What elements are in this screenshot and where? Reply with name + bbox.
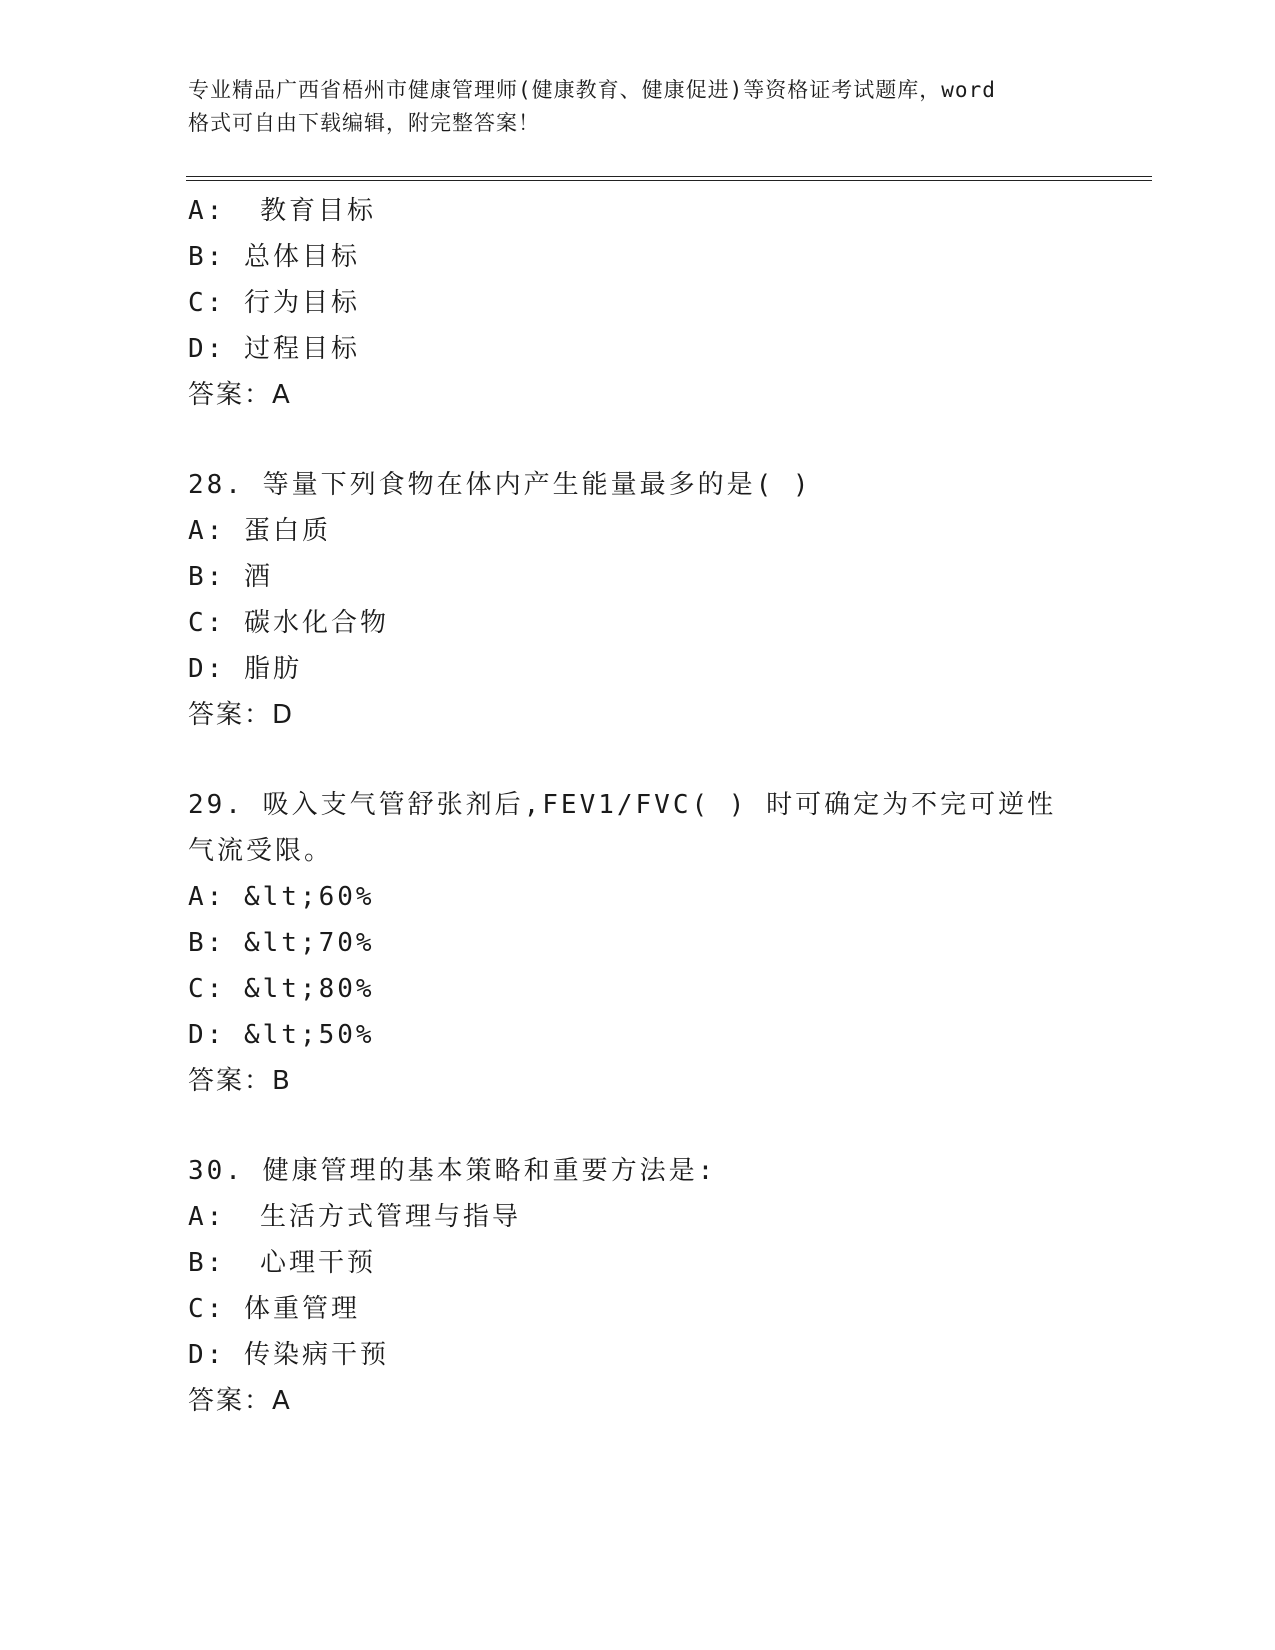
option-c: C: 体重管理 <box>188 1294 360 1324</box>
option-c: C: &lt;80% <box>188 974 375 1004</box>
question-title-line-1: 29. 吸入支气管舒张剂后,FEV1/FVC( ) 时可确定为不完可逆性 <box>188 790 1057 820</box>
option-a: A: 教育目标 <box>188 196 376 226</box>
option-c: C: 碳水化合物 <box>188 608 389 638</box>
option-c: C: 行为目标 <box>188 288 360 318</box>
answer-label: 答案：A <box>188 380 292 410</box>
option-d: D: &lt;50% <box>188 1020 375 1050</box>
document-header <box>188 74 1088 140</box>
header-rule-top <box>186 176 1152 177</box>
question-title: 30. 健康管理的基本策略和重要方法是: <box>188 1156 717 1186</box>
header-line-2: 格式可自由下载编辑，附完整答案！ <box>188 111 540 135</box>
option-b: B: 心理干预 <box>188 1248 376 1278</box>
question-29 <box>188 782 1148 1104</box>
question-list <box>188 188 1148 1424</box>
header-rule-bottom <box>186 180 1152 181</box>
option-a: A: &lt;60% <box>188 882 375 912</box>
question-block-continued <box>188 188 1148 418</box>
option-a: A: 蛋白质 <box>188 516 331 546</box>
answer-label: 答案：A <box>188 1386 292 1416</box>
option-d: D: 脂肪 <box>188 654 302 684</box>
option-a: A: 生活方式管理与指导 <box>188 1202 521 1232</box>
option-b: B: 酒 <box>188 562 273 592</box>
header-line-1: 专业精品广西省梧州市健康管理师(健康教育、健康促进)等资格证考试题库，word <box>188 78 996 102</box>
question-title-line-2: 气流受限。 <box>188 836 334 866</box>
option-d: D: 过程目标 <box>188 334 360 364</box>
option-d: D: 传染病干预 <box>188 1340 389 1370</box>
question-28 <box>188 462 1148 738</box>
question-title: 28. 等量下列食物在体内产生能量最多的是( ) <box>188 470 812 500</box>
answer-label: 答案：B <box>188 1066 292 1096</box>
question-30 <box>188 1148 1148 1424</box>
option-b: B: 总体目标 <box>188 242 360 272</box>
answer-label: 答案：D <box>188 700 295 730</box>
option-b: B: &lt;70% <box>188 928 375 958</box>
